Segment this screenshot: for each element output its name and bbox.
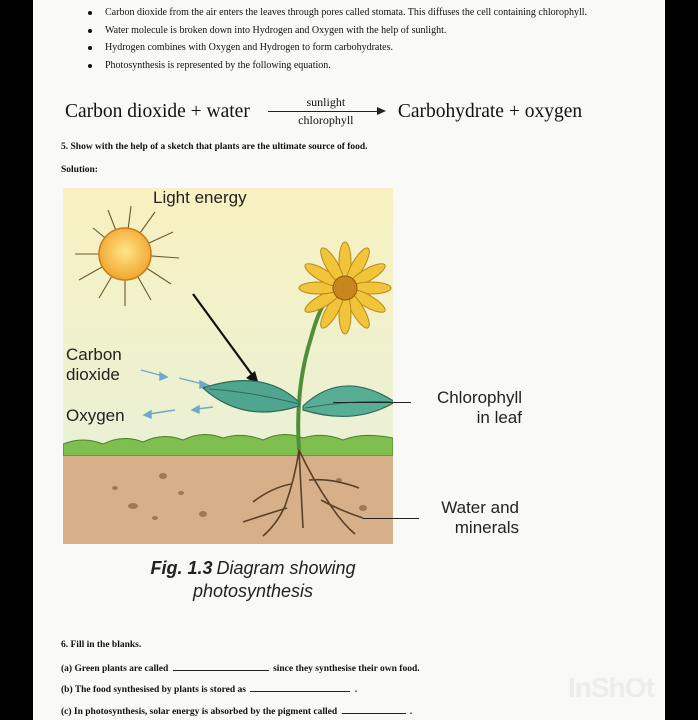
bullet-item: Carbon dioxide from the air enters the leaves through pores called stomata. This diffuses the cell containing chlorophyll. [85,6,655,20]
reaction-arrow [262,94,390,130]
arrow-condition-bottom: chlorophyll [298,113,354,127]
photosynthesis-equation [65,94,660,130]
label-light-energy: Light energy [153,188,247,207]
chlorophyll-pointer-line [333,402,411,403]
equation-products: Carbohydrate + oxygen [397,101,583,122]
figure-number: Fig. 1.3 [150,558,213,578]
question-6: 6. Fill in the blanks. [61,640,142,650]
bullet-item: Water molecule is broken down into Hydrogen and Oxygen with the help of sunlight. [85,24,655,38]
worksheet-page [33,0,665,720]
question-5: 5. Show with the help of a sketch that plants are the ultimate source of food. [61,142,368,152]
label-chlorophyll [410,388,522,429]
fill-blank-c [61,706,412,717]
blank-b-suffix: . [354,685,358,695]
caption-line1: Diagram showing [216,558,356,578]
bullet-item: Photosynthesis is represented by the following equation. [85,59,655,73]
label-water-minerals [417,498,519,539]
label-chlorophyll-line1: Chlorophyll [436,388,522,407]
blank-a-suffix: since they synthesise their own food. [273,664,420,674]
solution-label: Solution: [61,165,98,175]
caption-line2: photosynthesis [192,580,314,601]
blank-c-suffix: . [409,707,413,717]
label-water-minerals-line2: minerals [454,518,519,538]
figure-caption [133,557,373,602]
label-oxygen: Oxygen [66,406,125,425]
equation-reactants: Carbon dioxide + water [65,101,250,122]
label-chlorophyll-line2: in leaf [476,408,522,428]
fill-blank-a [61,663,420,674]
label-carbon-dioxide-line2: dioxide [66,365,120,385]
arrow-condition-top: sunlight [306,95,346,109]
label-carbon-dioxide-line1: Carbon [66,345,122,364]
blank-a-answer-line[interactable] [173,663,269,671]
blank-c-prompt: (c) In photosynthesis, solar energy is absorbed by the pigment called [61,707,338,717]
soil-layer [63,456,393,544]
bullet-list [85,6,655,76]
bullet-item: Hydrogen combines with Oxygen and Hydrogen to form carbohydrates. [85,41,655,55]
blank-c-answer-line[interactable] [342,706,406,714]
blank-b-prompt: (b) The food synthesised by plants is stored as [61,685,246,695]
fill-blank-b [61,684,357,695]
blank-b-answer-line[interactable] [250,684,350,692]
label-water-minerals-line1: Water and [441,498,519,517]
label-carbon-dioxide [66,345,122,386]
water-pointer-line [363,518,419,519]
watermark-logo: InShOt [568,672,654,703]
blank-a-prompt: (a) Green plants are called [61,664,169,674]
